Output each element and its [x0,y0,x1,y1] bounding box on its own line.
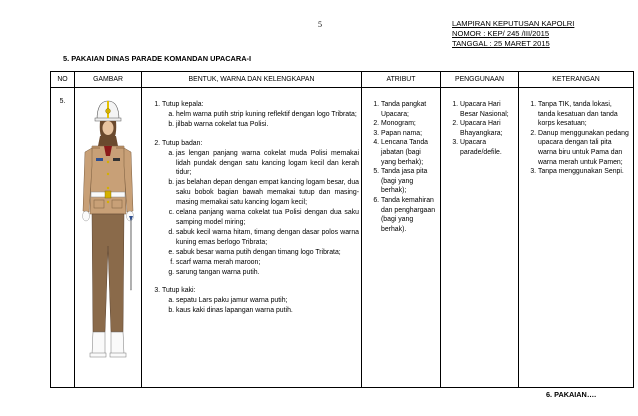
list-item: f. scarf warna merah maroon; [176,258,359,268]
header-atribut: ATRIBUT [362,72,441,88]
list-item: a. helm warna putih strip kuning reflektif dengan logo Tribrata; [176,110,359,120]
lampiran-tanggal: TANGGAL : 25 MARET 2015 [452,39,550,48]
bentuk-group-title: Tutup kaki: [162,287,196,295]
list-item [162,139,359,278]
list-item: 3. Papan nama; [381,129,436,139]
list-item [162,100,359,130]
list-item: 4. Lencana Tanda jabatan (bagi yang berhak); [381,138,436,167]
list-item: a. jas lengan panjang warna cokelat muda Polisi memakai lidah pundak dengan satu kancing logam kecil dan kerah tidur; [176,149,359,179]
penggunaan-list [441,88,518,158]
table-header-row [51,72,634,88]
header-bentuk: BENTUK, WARNA DAN KELENGKAPAN [142,72,362,88]
row-number: 5. [51,88,75,388]
bentuk-group-title: Tutup kepala: [162,101,204,108]
list-item: 2. Monogram; [381,119,436,129]
section-title: 5. PAKAIAN DINAS PARADE KOMANDAN UPACARA-I [63,54,252,63]
list-item: 6. Tanda kemahiran dan penghargaan (bagi yang berhak). [381,196,436,234]
atribut-cell [362,88,441,388]
list-item: 2. Upacara Hari Bhayangkara; [460,119,514,138]
list-item: b. kaus kaki dinas lapangan warna putih. [176,306,359,316]
list-item: 5. Tanda jasa pita (bagi yang berhak); [381,167,436,196]
list-item [162,286,359,316]
list-item: 1. Upacara Hari Besar Nasional; [460,100,514,119]
list-item: b. jilbab warna cokelat tua Polisi. [176,120,359,130]
list-item: e. sabuk besar warna putih dengan timang logo Tribrata; [176,248,359,258]
penggunaan-cell [441,88,519,388]
header-no: NO [51,72,75,88]
list-item: 3. Upacara parade/defile. [460,138,514,157]
next-page-note: 6. PAKAIAN…. [546,390,597,399]
atribut-list [362,88,440,234]
page-number: 5 [318,20,322,29]
parade-commander-figure [80,96,136,366]
table-row [51,88,634,388]
keterangan-cell [519,88,634,388]
list-item: 2. Danup menggunakan pedang upacara dengan tali pita warna biru untuk Pama dan warna merah untuk Pamen; [538,129,629,167]
list-item: c. celana panjang warna cokelat tua Polisi dengan dua saku samping model miring; [176,208,359,228]
list-item: 1. Tanpa TIK, tanda lokasi, tanda kesatuan dan tanda korps kesatuan; [538,100,629,129]
list-item: g. sarung tangan warna putih. [176,268,359,278]
list-item: d. sabuk kecil warna hitam, timang dengan dasar polos warna kuning emas berlogo Tribrata; [176,228,359,248]
header-keterangan: KETERANGAN [519,72,634,88]
lampiran-nomor: NOMOR : KEP/ 245 /III/2015 [452,29,550,38]
lampiran-title: LAMPIRAN KEPUTUSAN KAPOLRI [452,19,575,28]
list-item: 1. Tanda pangkat Upacara; [381,100,436,119]
bentuk-cell [142,88,362,388]
list-item: 3. Tanpa menggunakan Senpi. [538,167,629,177]
header-gambar: GAMBAR [75,72,142,88]
list-item: a. sepatu Lars paku jamur warna putih; [176,296,359,306]
figure-cell [75,88,142,388]
bentuk-group-title: Tutup badan: [162,139,203,147]
bentuk-list [142,88,361,316]
list-item: b. jas belahan depan dengan empat kancing logam besar, dua saku bobok bagian bawah memakai tutup dan masing-masing memakai satu kancing logam kecil; [176,178,359,208]
header-penggunaan: PENGGUNAAN [441,72,519,88]
keterangan-list [519,88,633,177]
lampiran-header [452,19,574,49]
uniform-table [50,71,634,388]
